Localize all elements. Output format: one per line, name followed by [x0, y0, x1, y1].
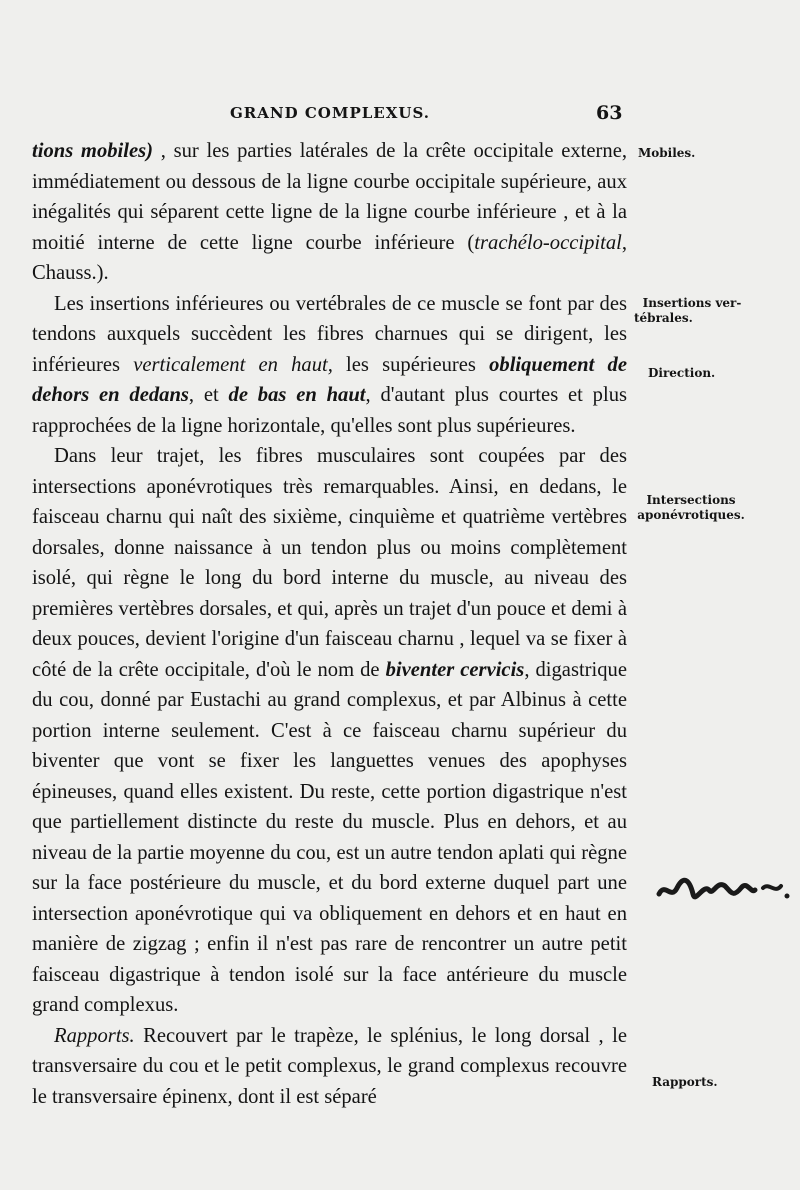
p1-italic-term: trachélo-occipital [474, 231, 622, 254]
margin-note-intersections [632, 493, 750, 523]
page-number: 63 [596, 102, 623, 124]
margin-note-mobiles: Mobiles. [638, 146, 696, 160]
p1-text-end: , Chauss.). [32, 231, 627, 284]
p4-italic-heading: Rapports. [54, 1024, 135, 1047]
p2-text-2: les supérieures [332, 353, 490, 376]
p3-text-2: , digastrique du cou, donné par Eustachi au grand complexus, et par Albinus à cette portion interne seulement. C'est à ce faisceau charnu supérieur du biventer que vont se fixer les languettes venues des apophyses épineuses, quand elles existent. Du reste, cette portion digastrique n'est que partiellement distincte du reste du muscle. Plus en dehors, et au niveau de la partie moyenne du cou, est un autre tendon aplati qui règne sur la face postérieure du muscle, et du bord externe duquel part une intersection aponévrotique qui va obliquement en dehors et en haut en manière de zigzag ; enfin il n'est pas rare de rencontrer un autre petit faisceau digastrique à tendon isolé sur la face antérieure du muscle grand complexus. [32, 658, 627, 1016]
p2-bold-italic-2: de bas en haut [228, 384, 366, 406]
paragraph-2 [32, 289, 627, 442]
p3-text: Dans leur trajet, les fibres musculaires sont coupées par des intersections aponévrotiques très remarquables. Ainsi, en dedans, le faisceau charnu qui naît des sixième, cinquième et quatrième vertèbres dorsales, donne naissance à un tendon plus ou moins complètement isolé, qui règne le long du bord interne du muscle, au niveau des premières vertèbres dorsales, et qui, après un trajet d'un pouce et demi à deux pouces, devient l'origine d'un faisceau charnu , lequel va se fixer à côté de la crête occipitale, d'où le nom de [32, 445, 627, 681]
p4-text: Recouvert par le trapèze, le splénius, le long dorsal , le transversaire du cou et le petit complexus, le grand complexus recouvre le transversaire épinenx, dont il est séparé [32, 1024, 627, 1108]
margin-note-insertions [632, 296, 752, 326]
margin-note-insertions-line1: Insertions ver- [642, 296, 742, 310]
margin-note-intersections-line1: Intersections [646, 493, 736, 507]
p1-text: , sur les parties latérales de la crête occipitale externe, immédiatement ou dessous de la ligne courbe occipitale supérieure, aux inégalités qui séparent cette ligne de la ligne courbe inférieure , et à la moitié interne de cette ligne courbe inférieure ( [32, 140, 627, 254]
margin-note-direction: Direction. [648, 366, 716, 380]
paragraph-1 [32, 136, 627, 289]
margin-note-intersections-line2: aponévrotiques. [637, 508, 745, 522]
p2-bold-italic-1: obliquement de dehors en dedans [32, 353, 627, 406]
running-title: GRAND COMPLEXUS. [230, 104, 430, 122]
margin-note-insertions-line2: tébrales. [634, 311, 693, 325]
p1-italic-start: tions mobiles) [32, 140, 153, 162]
paragraph-4 [32, 1021, 627, 1113]
margin-note-rapports: Rapports. [652, 1075, 718, 1089]
main-text-block [32, 136, 627, 1112]
p2-italic-1: verticalement en haut, [133, 353, 333, 376]
p3-bold-italic: biventer cervicis [385, 658, 525, 681]
p2-text: Les insertions inférieures ou vertébrales de ce muscle se font par des tendons auxquels succèdent les fibres charnues qui se dirigent, les inférieures [32, 292, 627, 376]
p2-text-4: , d'autant plus courtes et plus rapprochées de la ligne horizontale, qu'elles sont plus supérieures. [32, 384, 628, 437]
paragraph-3 [32, 441, 627, 1021]
handwritten-annotation [655, 860, 795, 920]
p2-text-3: , et [188, 384, 229, 406]
